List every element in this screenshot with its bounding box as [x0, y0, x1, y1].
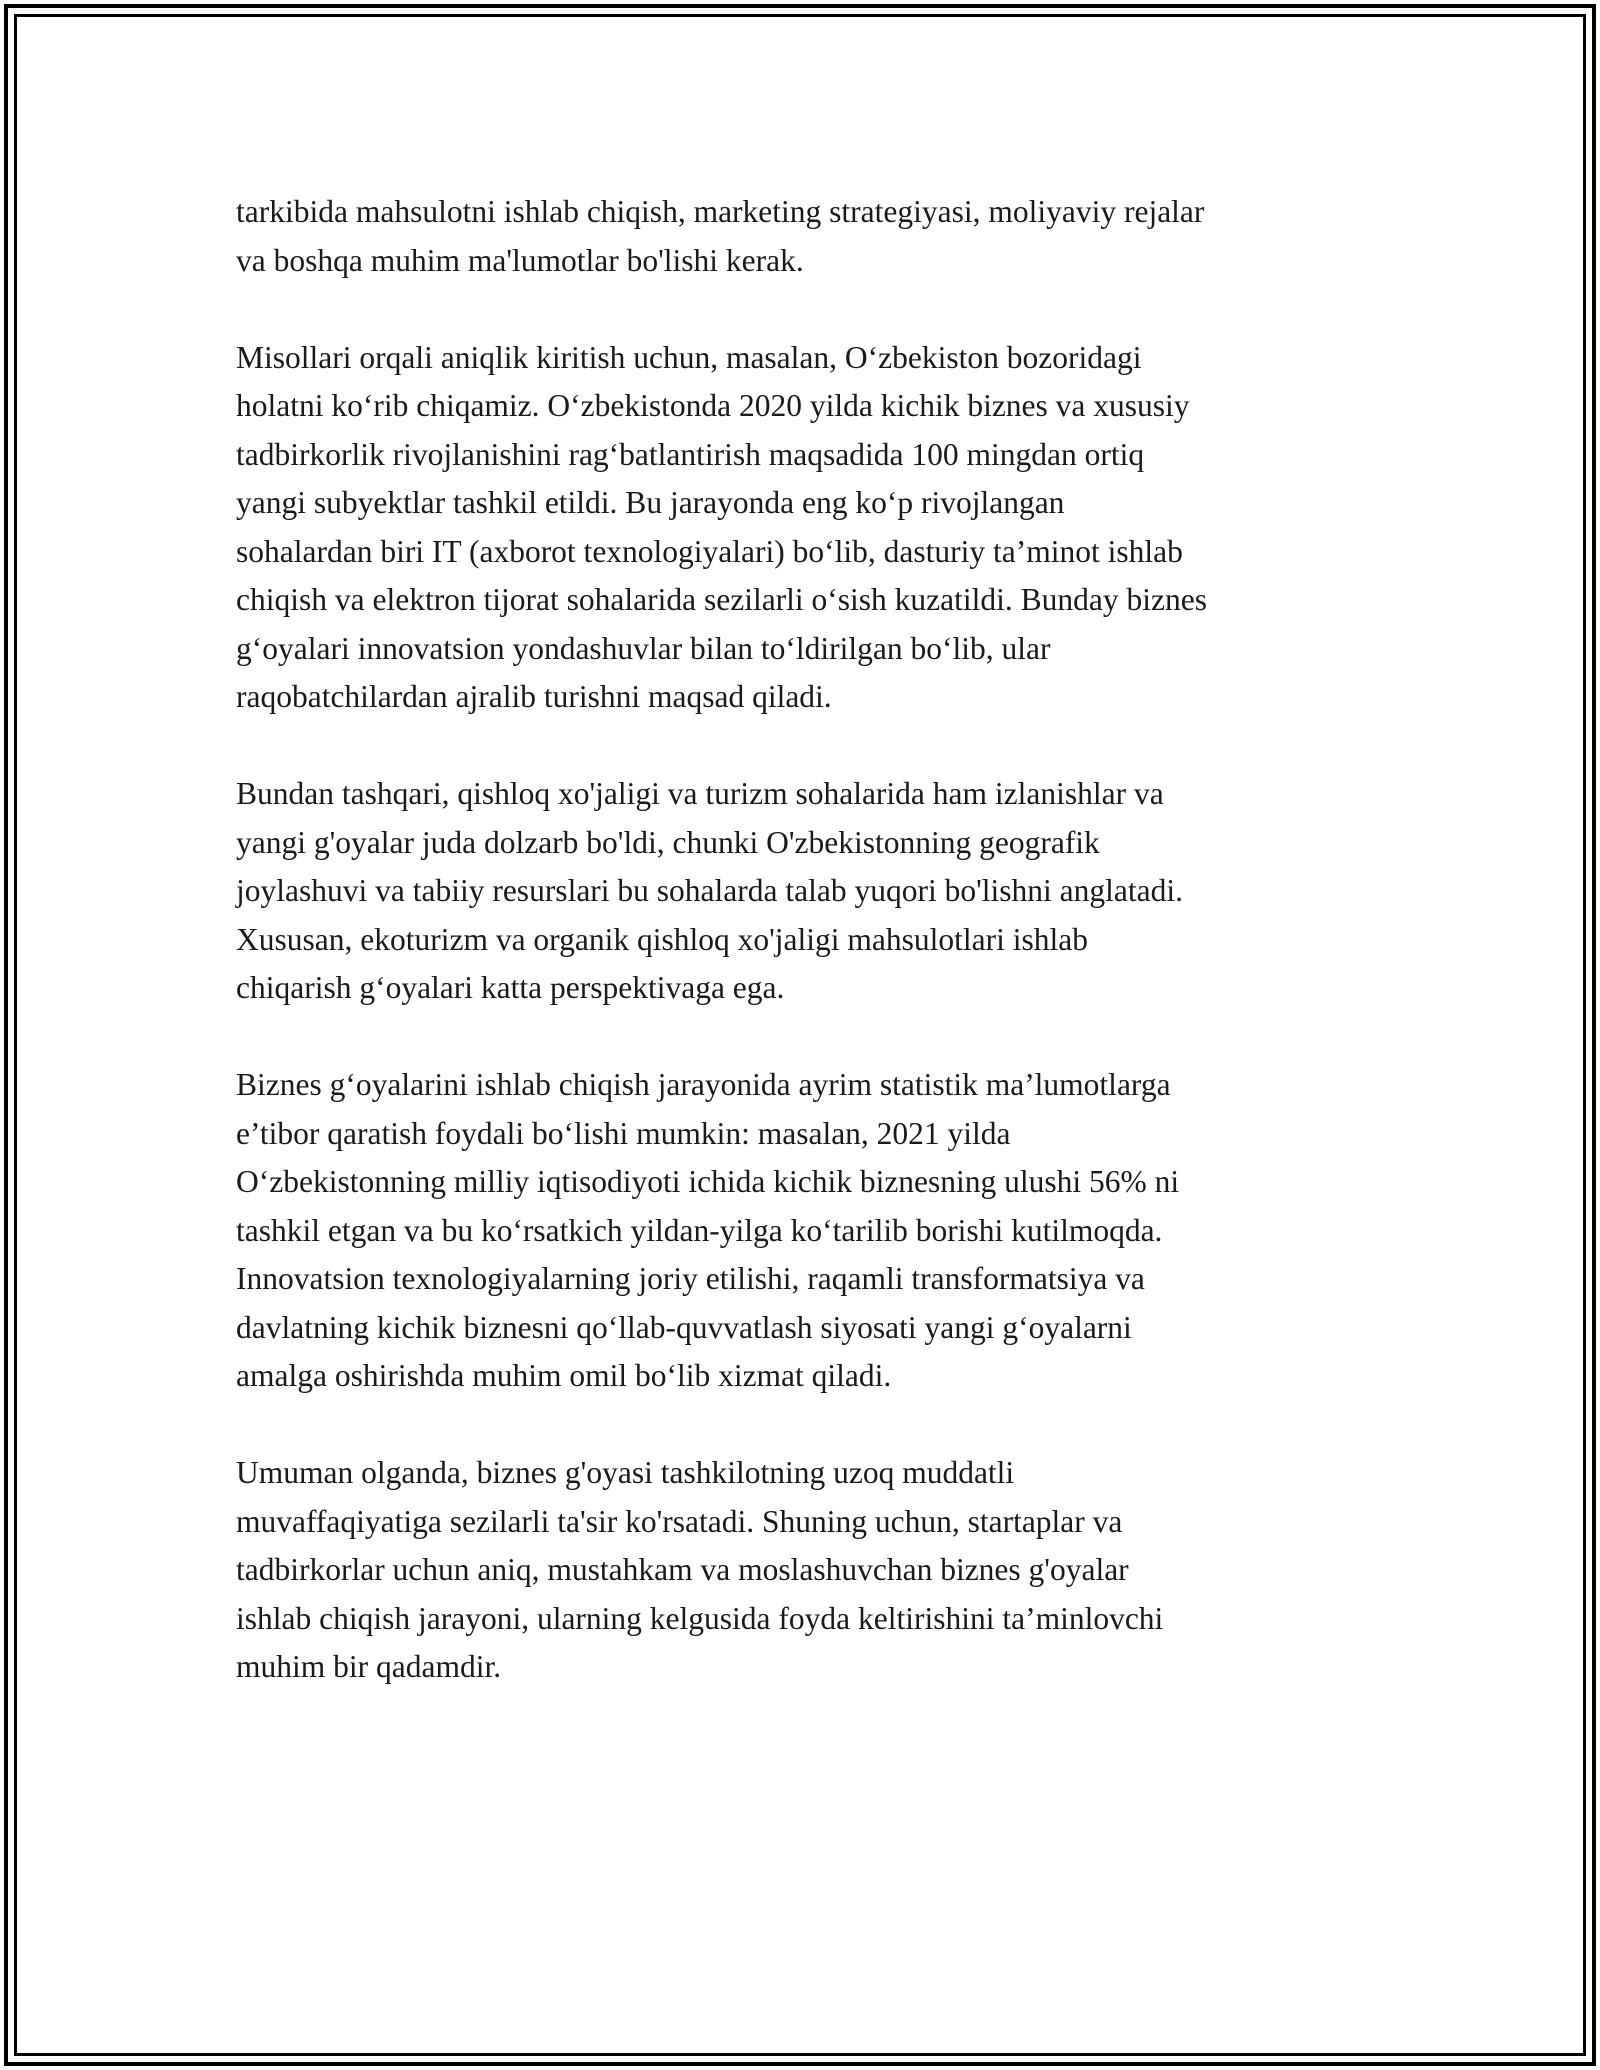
paragraph-5: Umuman olganda, biznes g'oyasi tashkilotning uzoq muddatli muvaffaqiyatiga sezilarli ta'sir ko'rsatadi. Shuning uchun, startaplar va tadbirkorlar uchun aniq, mustahkam va moslashuvchan biznes g'oyalar ishlab chiqish jarayoni, ularning kelgusida foyda keltirishini ta’minlovchi muhim bir qadamdir.: [236, 1455, 1164, 1684]
paragraph-1: tarkibida mahsulotni ishlab chiqish, marketing strategiyasi, moliyaviy rejalar va boshqa muhim ma'lumotlar bo'lishi kerak.: [236, 194, 1205, 278]
document-body: [236, 188, 1386, 1740]
paragraph-2: Misollari orqali aniqlik kiritish uchun, masalan, O‘zbekiston bozoridagi holatni ko‘rib chiqamiz. O‘zbekistonda 2020 yilda kichik biznes va xususiy tadbirkorlik rivojlanishini rag‘batlantirish maqsadida 100 mingdan ortiq yangi subyektlar tashkil etildi. Bu jarayonda eng ko‘p rivojlangan sohalardan biri IT (axborot texnologiyalari) bo‘lib, dasturiy ta’minot ishlab chiqish va elektron tijorat sohalarida sezilarli o‘sish kuzatildi. Bunday biznes g‘oyalari innovatsion yondashuvlar bilan to‘ldirilgan bo‘lib, ular raqobatchilardan ajralib turishni maqsad qiladi.: [236, 339, 1207, 714]
paragraph-4: Biznes g‘oyalarini ishlab chiqish jarayonida ayrim statistik ma’lumotlarga e’tibor qaratish foydali bo‘lishi mumkin: masalan, 2021 yilda O‘zbekistonning milliy iqtisodiyoti ichida kichik biznesning ulushi 56% ni tashkil etgan va bu ko‘rsatkich yildan-yilga ko‘tarilib borishi kutilmoqda. Innovatsion texnologiyalarning joriy etilishi, raqamli transformatsiya va davlatning kichik biznesni qo‘llab-quvvatlash siyosati yangi g‘oyalarni amalga oshirishda muhim omil bo‘lib xizmat qiladi.: [236, 1067, 1180, 1393]
paragraph-3: Bundan tashqari, qishloq xo'jaligi va turizm sohalarida ham izlanishlar va yangi g'oyalar juda dolzarb bo'ldi, chunki O'zbekistonning geografik joylashuvi va tabiiy resurslari bu sohalarda talab yuqori bo'lishni anglatadi. Xususan, ekoturizm va organik qishloq xo'jaligi mahsulotlari ishlab chiqarish g‘oyalari katta perspektivaga ega.: [236, 776, 1183, 1005]
